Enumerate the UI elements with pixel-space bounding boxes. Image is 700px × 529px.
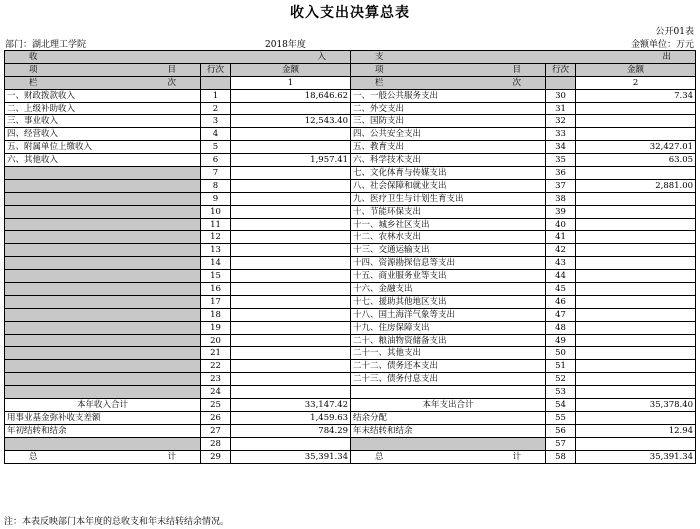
expense-item-label: 四、公共安全支出 xyxy=(351,128,546,141)
income-item-label xyxy=(5,334,201,347)
income-line-number: 16 xyxy=(201,283,231,296)
expense-grand-total-line: 58 xyxy=(546,450,576,463)
table-row xyxy=(5,360,696,373)
income-item-label xyxy=(5,244,201,257)
income-item-label xyxy=(5,167,201,180)
income-line-number: 3 xyxy=(201,115,231,128)
income-item-label xyxy=(5,321,201,334)
income-amount xyxy=(231,295,351,308)
income-fund-line: 26 xyxy=(201,411,231,424)
expense-grand-total-label: 总 计 xyxy=(351,450,546,463)
budget-summary-table xyxy=(4,50,696,464)
expense-amount xyxy=(576,295,696,308)
table-row xyxy=(5,154,696,167)
income-amount: 1,957.41 xyxy=(231,154,351,167)
expense-item-label: 十八、国土海洋气象等支出 xyxy=(351,308,546,321)
expense-amount xyxy=(576,360,696,373)
table-row xyxy=(5,321,696,334)
expense-line-number: 39 xyxy=(546,205,576,218)
expense-line-number: 40 xyxy=(546,218,576,231)
table-row xyxy=(5,386,696,399)
income-amount xyxy=(231,244,351,257)
expense-amount xyxy=(576,283,696,296)
expense-line-number: 30 xyxy=(546,89,576,102)
income-amount-header: 金额 xyxy=(231,63,351,76)
department-label: 部门：湖北理工学院 xyxy=(5,40,87,50)
income-line-number: 15 xyxy=(201,270,231,283)
expense-item-label: 一、一般公共服务支出 xyxy=(351,89,546,102)
expense-distribution-line: 55 xyxy=(546,411,576,424)
income-item-label xyxy=(5,373,201,386)
income-item-label: 五、附属单位上缴收入 xyxy=(5,141,201,154)
table-row xyxy=(5,141,696,154)
form-number: 公开01表 xyxy=(655,27,694,37)
expense-amount xyxy=(576,102,696,115)
income-year-total-label: 本年收入合计 xyxy=(5,399,201,412)
expense-item-label: 十三、交通运输支出 xyxy=(351,244,546,257)
income-amount xyxy=(231,205,351,218)
expense-amount xyxy=(576,347,696,360)
expense-item-label: 二、外交支出 xyxy=(351,102,546,115)
expense-amount-header: 金额 xyxy=(576,63,696,76)
expense-line-number: 53 xyxy=(546,386,576,399)
expense-amount xyxy=(576,115,696,128)
table-row xyxy=(5,347,696,360)
income-grand-total-line: 29 xyxy=(201,450,231,463)
table-row xyxy=(5,308,696,321)
income-item-label xyxy=(5,308,201,321)
expense-amount: 63.05 xyxy=(576,154,696,167)
table-row xyxy=(5,283,696,296)
fund-row xyxy=(5,411,696,424)
expense-line-number: 38 xyxy=(546,192,576,205)
income-line-number: 24 xyxy=(201,386,231,399)
income-amount: 12,543.40 xyxy=(231,115,351,128)
expense-item-label: 七、文化体育与传媒支出 xyxy=(351,167,546,180)
income-item-label xyxy=(5,192,201,205)
expense-end-amount: 12.94 xyxy=(576,424,696,437)
income-line-number: 20 xyxy=(201,334,231,347)
income-amount xyxy=(231,283,351,296)
expense-item-label xyxy=(351,386,546,399)
expense-item-label: 二十一、其他支出 xyxy=(351,347,546,360)
expense-line-number: 48 xyxy=(546,321,576,334)
income-line-number: 21 xyxy=(201,347,231,360)
income-col-number-header: 栏 次 xyxy=(5,76,201,89)
expense-distribution-label: 结余分配 xyxy=(351,411,546,424)
expense-amount xyxy=(576,231,696,244)
expense-distribution-amount xyxy=(576,411,696,424)
table-row xyxy=(5,167,696,180)
expense-line-number: 41 xyxy=(546,231,576,244)
income-item-label: 一、财政拨款收入 xyxy=(5,89,201,102)
expense-blank-label xyxy=(351,437,546,450)
table-row xyxy=(5,128,696,141)
income-amount xyxy=(231,257,351,270)
expense-end-line: 56 xyxy=(546,424,576,437)
blank-row xyxy=(5,437,696,450)
income-blank-line: 28 xyxy=(201,437,231,450)
income-amount xyxy=(231,360,351,373)
expense-item-label: 十四、资源勘探信息等支出 xyxy=(351,257,546,270)
expense-amount: 7.34 xyxy=(576,89,696,102)
expense-amount xyxy=(576,205,696,218)
expense-year-total-line: 54 xyxy=(546,399,576,412)
expense-line-number: 43 xyxy=(546,257,576,270)
table-row xyxy=(5,89,696,102)
table-row xyxy=(5,270,696,283)
income-col-number-blank xyxy=(201,76,231,89)
expense-grand-total-amount: 35,391.34 xyxy=(576,450,696,463)
table-row xyxy=(5,334,696,347)
income-item-label: 四、经营收入 xyxy=(5,128,201,141)
expense-line-number: 33 xyxy=(546,128,576,141)
header-row-col-numbers xyxy=(5,76,696,89)
expense-line-number: 52 xyxy=(546,373,576,386)
income-begin-label: 年初结转和结余 xyxy=(5,424,201,437)
grand-total-row xyxy=(5,450,696,463)
table-row xyxy=(5,218,696,231)
income-line-number: 7 xyxy=(201,167,231,180)
expense-item-header: 项 目 xyxy=(351,63,546,76)
income-item-label xyxy=(5,283,201,296)
expense-item-label: 二十二、债务还本支出 xyxy=(351,360,546,373)
expense-line-number: 37 xyxy=(546,179,576,192)
expense-item-label: 十、节能环保支出 xyxy=(351,205,546,218)
income-line-number: 11 xyxy=(201,218,231,231)
expense-line-number: 46 xyxy=(546,295,576,308)
income-line-number: 23 xyxy=(201,373,231,386)
income-line-number: 10 xyxy=(201,205,231,218)
income-amount xyxy=(231,347,351,360)
expense-line-number: 45 xyxy=(546,283,576,296)
table-row xyxy=(5,373,696,386)
table-row xyxy=(5,102,696,115)
income-item-label xyxy=(5,257,201,270)
expense-line-number: 31 xyxy=(546,102,576,115)
expense-item-label: 六、科学技术支出 xyxy=(351,154,546,167)
table-row xyxy=(5,179,696,192)
expense-amount: 2,881.00 xyxy=(576,179,696,192)
expense-item-label: 十五、商业服务业等支出 xyxy=(351,270,546,283)
income-grand-total-amount: 35,391.34 xyxy=(231,450,351,463)
income-line-number: 12 xyxy=(201,231,231,244)
income-line-number: 22 xyxy=(201,360,231,373)
income-amount xyxy=(231,218,351,231)
amount-unit: 金额单位：万元 xyxy=(630,40,694,50)
expense-amount xyxy=(576,218,696,231)
expense-year-total-amount: 35,378.40 xyxy=(576,399,696,412)
income-line-number: 8 xyxy=(201,179,231,192)
income-grand-total-label: 总 计 xyxy=(5,450,201,463)
income-amount xyxy=(231,373,351,386)
income-section-header: 收 入 xyxy=(5,51,351,64)
expense-section-header: 支 出 xyxy=(351,51,696,64)
carryover-row xyxy=(5,424,696,437)
income-fund-label: 用事业基金弥补收支差额 xyxy=(5,411,201,424)
income-line-header: 行次 xyxy=(201,63,231,76)
income-amount xyxy=(231,270,351,283)
expense-blank-line: 57 xyxy=(546,437,576,450)
expense-line-number: 32 xyxy=(546,115,576,128)
expense-line-number: 42 xyxy=(546,244,576,257)
income-item-label xyxy=(5,295,201,308)
income-line-number: 17 xyxy=(201,295,231,308)
income-amount xyxy=(231,321,351,334)
income-amount xyxy=(231,167,351,180)
income-item-label xyxy=(5,386,201,399)
income-item-label xyxy=(5,218,201,231)
expense-col-number: 2 xyxy=(576,76,696,89)
expense-line-number: 44 xyxy=(546,270,576,283)
income-year-total-line: 25 xyxy=(201,399,231,412)
income-line-number: 6 xyxy=(201,154,231,167)
expense-amount xyxy=(576,270,696,283)
income-amount xyxy=(231,141,351,154)
expense-item-label: 五、教育支出 xyxy=(351,141,546,154)
table-row xyxy=(5,115,696,128)
income-begin-line: 27 xyxy=(201,424,231,437)
income-item-header: 项 目 xyxy=(5,63,201,76)
income-line-number: 1 xyxy=(201,89,231,102)
income-item-label xyxy=(5,347,201,360)
income-amount xyxy=(231,102,351,115)
expense-amount xyxy=(576,244,696,257)
income-line-number: 14 xyxy=(201,257,231,270)
expense-amount xyxy=(576,321,696,334)
income-item-label xyxy=(5,205,201,218)
income-item-label xyxy=(5,360,201,373)
expense-item-label: 十九、住房保障支出 xyxy=(351,321,546,334)
expense-line-number: 47 xyxy=(546,308,576,321)
footnote: 注：本表反映部门本年度的总收支和年末结转结余情况。 xyxy=(4,517,230,527)
income-line-number: 5 xyxy=(201,141,231,154)
expense-amount xyxy=(576,334,696,347)
income-amount xyxy=(231,334,351,347)
income-amount xyxy=(231,231,351,244)
income-amount: 18,646.62 xyxy=(231,89,351,102)
expense-amount xyxy=(576,386,696,399)
year-total-row xyxy=(5,399,696,412)
income-line-number: 13 xyxy=(201,244,231,257)
expense-amount xyxy=(576,192,696,205)
expense-year-total-label: 本年支出合计 xyxy=(351,399,546,412)
expense-item-label: 十一、城乡社区支出 xyxy=(351,218,546,231)
income-line-number: 18 xyxy=(201,308,231,321)
table-row xyxy=(5,257,696,270)
income-amount xyxy=(231,128,351,141)
income-item-label xyxy=(5,231,201,244)
expense-line-number: 34 xyxy=(546,141,576,154)
income-item-label: 六、其他收入 xyxy=(5,154,201,167)
expense-amount: 32,427.01 xyxy=(576,141,696,154)
header-row-columns xyxy=(5,63,696,76)
income-amount xyxy=(231,179,351,192)
expense-line-number: 51 xyxy=(546,360,576,373)
expense-amount xyxy=(576,373,696,386)
expense-item-label: 二十、粮油物资储备支出 xyxy=(351,334,546,347)
expense-item-label: 十七、援助其他地区支出 xyxy=(351,295,546,308)
income-line-number: 4 xyxy=(201,128,231,141)
income-blank-label xyxy=(5,437,201,450)
header-row-section xyxy=(5,51,696,64)
income-item-label xyxy=(5,179,201,192)
expense-item-label: 三、国防支出 xyxy=(351,115,546,128)
income-line-number: 19 xyxy=(201,321,231,334)
table-row xyxy=(5,244,696,257)
expense-line-number: 35 xyxy=(546,154,576,167)
expense-item-label: 九、医疗卫生与计划生育支出 xyxy=(351,192,546,205)
table-row xyxy=(5,295,696,308)
income-amount xyxy=(231,386,351,399)
income-begin-amount: 784.29 xyxy=(231,424,351,437)
income-item-label: 二、上级补助收入 xyxy=(5,102,201,115)
income-amount xyxy=(231,308,351,321)
expense-amount xyxy=(576,308,696,321)
expense-line-number: 36 xyxy=(546,167,576,180)
expense-line-number: 49 xyxy=(546,334,576,347)
table-row xyxy=(5,205,696,218)
expense-item-label: 二十三、债务付息支出 xyxy=(351,373,546,386)
income-item-label xyxy=(5,270,201,283)
report-title: 收入支出决算总表 xyxy=(290,5,410,21)
expense-amount xyxy=(576,128,696,141)
income-blank-amount xyxy=(231,437,351,450)
expense-item-label: 八、社会保障和就业支出 xyxy=(351,179,546,192)
expense-amount xyxy=(576,257,696,270)
expense-item-label: 十二、农林水支出 xyxy=(351,231,546,244)
expense-item-label: 十六、金融支出 xyxy=(351,283,546,296)
income-item-label: 三、事业收入 xyxy=(5,115,201,128)
report-year: 2018年度 xyxy=(265,40,306,50)
expense-blank-amount xyxy=(576,437,696,450)
table-row xyxy=(5,231,696,244)
expense-end-label: 年末结转和结余 xyxy=(351,424,546,437)
expense-amount xyxy=(576,167,696,180)
income-fund-amount: 1,459.63 xyxy=(231,411,351,424)
table-row xyxy=(5,192,696,205)
income-line-number: 9 xyxy=(201,192,231,205)
income-line-number: 2 xyxy=(201,102,231,115)
expense-line-number: 50 xyxy=(546,347,576,360)
income-year-total-amount: 33,147.42 xyxy=(231,399,351,412)
expense-col-number-header: 栏 次 xyxy=(351,76,546,89)
expense-line-header: 行次 xyxy=(546,63,576,76)
income-amount xyxy=(231,192,351,205)
expense-col-number-blank xyxy=(546,76,576,89)
income-col-number: 1 xyxy=(231,76,351,89)
